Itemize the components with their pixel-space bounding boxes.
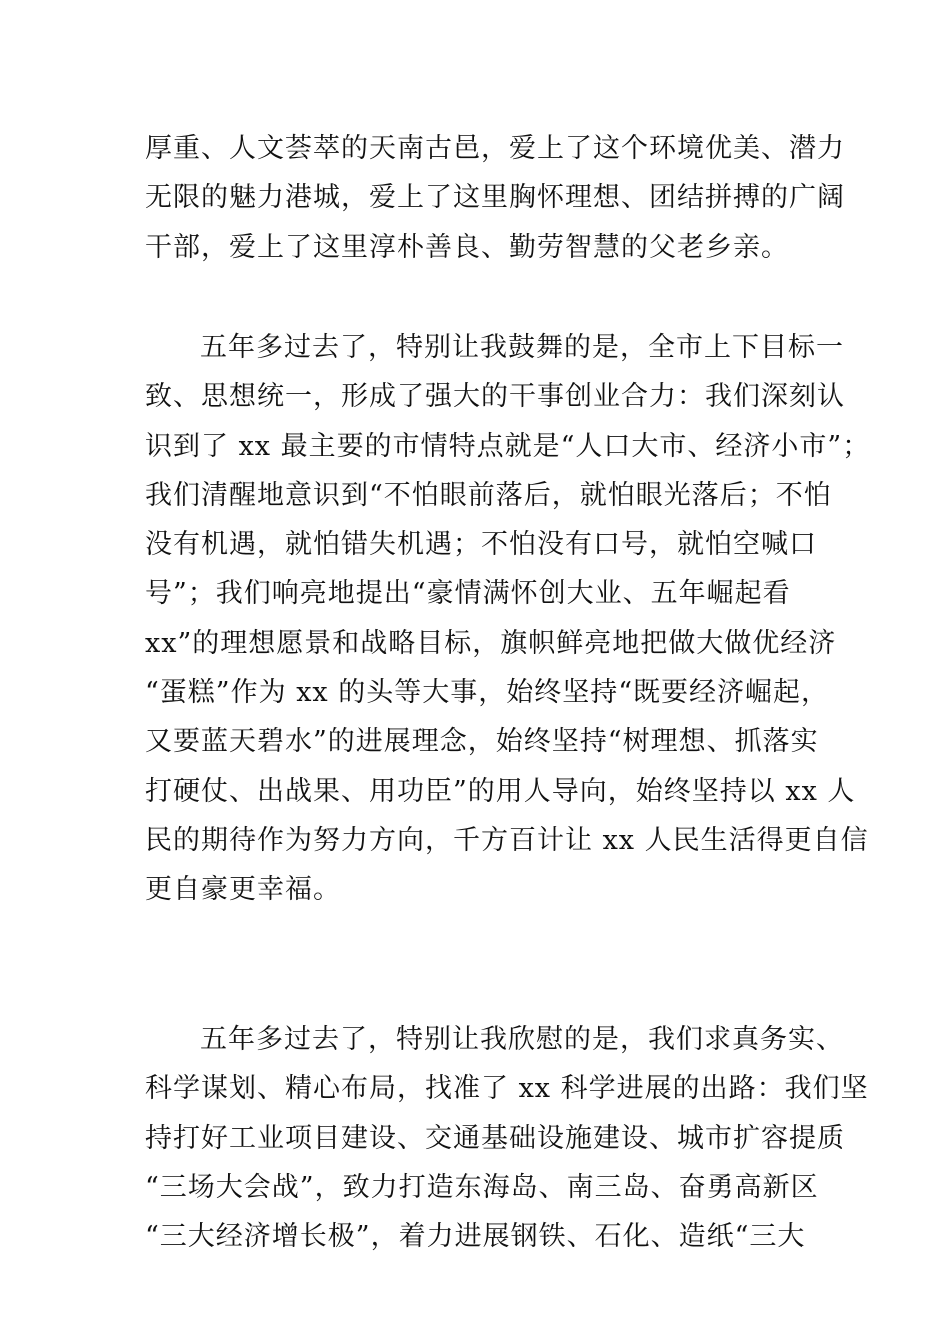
paragraph-2 — [145, 323, 871, 915]
paragraph-line: 没有机遇，就怕错失机遇；不怕没有口号，就怕空喊口 — [145, 529, 817, 561]
paragraph-line: 五年多过去了，特别让我鼓舞的是，全市上下目标一 — [200, 332, 844, 363]
paragraph-line: 更自豪更幸福。 — [145, 874, 341, 906]
paragraph-line: 民的期待作为努力方向，千方百计让 xx 人民生活得更自信 — [145, 824, 869, 856]
paragraph-line: 五年多过去了，特别让我欣慰的是，我们求真务实、 — [200, 1024, 844, 1055]
paragraph-line: 打硬仗、出战果、用功臣”的用人导向，始终坚持以 xx 人 — [145, 775, 856, 807]
paragraph-line: “三大经济增长极”，着力进展钢铁、石化、造纸“三大 — [145, 1221, 806, 1253]
paragraph-line: 科学谋划、精心布局，找准了 xx 科学进展的出路：我们坚 — [145, 1073, 869, 1105]
paragraph-line: 致、思想统一，形成了强大的干事创业合力：我们深刻认 — [145, 381, 845, 413]
paragraph-line: 干部，爱上了这里淳朴善良、勤劳智慧的父老乡亲。 — [145, 231, 789, 263]
paragraph-line: 我们清醒地意识到“不怕眼前落后，就怕眼光落后；不怕 — [145, 479, 832, 511]
paragraph-line: 无限的魅力港城，爱上了这里胸怀理想、团结拼搏的广阔 — [145, 182, 845, 214]
paragraph-line: 又要蓝天碧水”的进展理念，始终坚持“树理想、抓落实 — [145, 726, 819, 758]
paragraph-1 — [145, 124, 845, 272]
paragraph-line: 识到了 xx 最主要的市情特点就是“人口大市、经济小市”； — [145, 430, 871, 462]
paragraph-line: “蛋糕”作为 xx 的头等大事，始终坚持“既要经济崛起， — [145, 677, 830, 709]
paragraph-line: 持打好工业项目建设、交通基础设施建设、城市扩容提质 — [145, 1122, 845, 1154]
paragraph-line: 厚重、人文荟萃的天南古邑，爱上了这个环境优美、潜力 — [145, 133, 845, 164]
paragraph-line: “三场大会战”，致力打造东海岛、南三岛、奋勇高新区 — [145, 1171, 819, 1203]
paragraph-3 — [145, 1015, 869, 1261]
paragraph-line: 号”；我们响亮地提出“豪情满怀创大业、五年崛起看 — [145, 578, 791, 610]
paragraph-line: xx”的理想愿景和战略目标，旗帜鲜亮地把做大做优经济 — [145, 627, 837, 659]
